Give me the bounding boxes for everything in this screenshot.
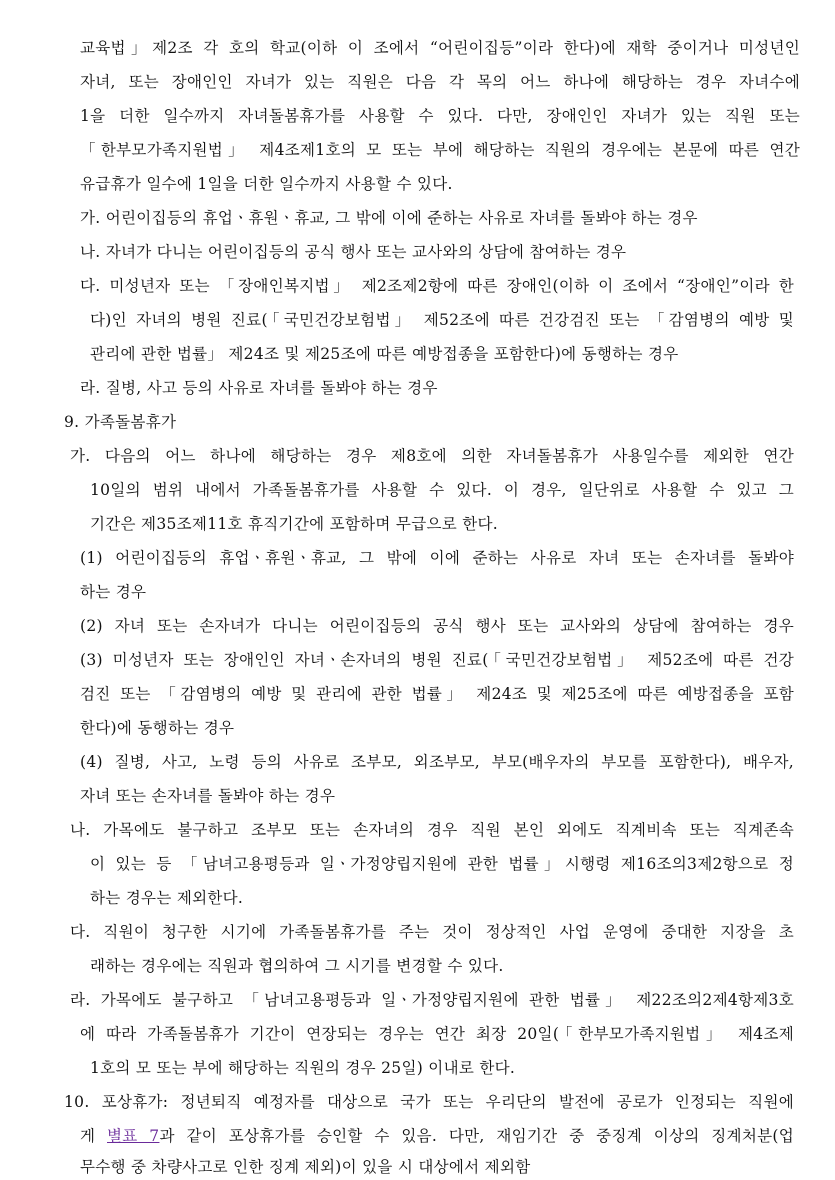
list-item-ga-cont: 기간은 제35조제11호 휴직기간에 포함하며 무급으로 한다. [90,515,499,533]
paragraph-line: 교육법」제2조 각 호의 학교(이하 이 조에서 “어린이집등”이라 한다)에 재학 중이거나 미성년인 [80,39,800,57]
list-item-da-cont: 래하는 경우에는 직원과 협의하여 그 시기를 변경할 수 있다. [90,957,504,975]
list-item-ra: 라. 질병, 사고 등의 사유로 자녀를 돌봐야 하는 경우 [80,379,438,397]
sub-item-3-cont: 검진 또는 「감염병의 예방 및 관리에 관한 법률」 제24조 및 제25조에 따른 예방접종을 포함 [80,685,794,703]
paragraph-line: 「한부모가족지원법」 제4조제1호의 모 또는 부에 해당하는 직원의 경우에는 본문에 따른 연간 [80,141,800,159]
list-item-ga-cont: 10일의 범위 내에서 가족돌봄휴가를 사용할 수 있다. 이 경우, 일단위로 사용할 수 있고 그 [90,481,794,499]
list-item-da-cont: 다)인 자녀의 병원 진료(「국민건강보험법」 제52조에 따른 건강검진 또는 「감염병의 예방 및 [90,311,794,329]
text-fragment: 과 같이 포상휴가를 승인할 수 있음. 다만, 재임기간 중 중징계 이상의 징계처분(업 [159,1127,794,1145]
list-item-na-cont: 이 있는 등 「남녀고용평등과 일ㆍ가정양립지원에 관한 법률」시행령 제16조의3제2항으로 정 [90,855,794,873]
sub-item-2: (2) 자녀 또는 손자녀가 다니는 어린이집등의 공식 행사 또는 교사와의 상담에 참여하는 경우 [80,617,794,635]
list-item-ga: 가. 어린이집등의 휴업ㆍ휴원ㆍ휴교, 그 밖에 이에 준하는 사유로 자녀를 돌봐야 하는 경우 [80,209,698,227]
list-item-ga: 가. 다음의 어느 하나에 해당하는 경우 제8호에 의한 자녀돌봄휴가 사용일수를 제외한 연간 [70,447,794,465]
paragraph-line: 자녀, 또는 장애인인 자녀가 있는 직원은 다음 각 목의 어느 하나에 해당하는 경우 자녀수에 [80,73,800,91]
list-item-na: 나. 자녀가 다니는 어린이집등의 공식 행사 또는 교사와의 상담에 참여하는 경우 [80,243,627,261]
list-item-da-cont: 관리에 관한 법률」 제24조 및 제25조에 따른 예방접종을 포함한다)에 동행하는 경우 [90,345,679,363]
list-item-ra-cont: 1호의 모 또는 부에 해당하는 직원의 경우 25일) 이내로 한다. [90,1059,516,1077]
list-item-na-cont: 하는 경우는 제외한다. [90,889,244,907]
paragraph-line [80,1126,794,1146]
paragraph-line: 무수행 중 차량사고로 인한 징계 제외)이 있을 시 대상에서 제외함 [80,1158,531,1176]
paragraph-line: 1을 더한 일수까지 자녀돌봄휴가를 사용할 수 있다. 다만, 장애인인 자녀가 있는 직원 또는 [80,107,800,125]
list-item-da: 다. 직원이 청구한 시기에 가족돌봄휴가를 주는 것이 정상적인 사업 운영에 중대한 지장을 초 [70,923,794,941]
list-item-ra-cont: 에 따라 가족돌봄휴가 기간이 연장되는 경우는 연간 최장 20일(「한부모가족지원법」 제4조제 [80,1025,794,1043]
list-item-da: 다. 미성년자 또는 「장애인복지법」 제2조제2항에 따른 장애인(이하 이 조에서 “장애인”이라 한 [80,277,794,295]
sub-item-1-cont: 하는 경우 [80,583,147,601]
appendix-link[interactable]: 별표 7 [107,1127,160,1145]
sub-item-4-cont: 자녀 또는 손자녀를 돌봐야 하는 경우 [80,787,336,805]
section-heading: 9. 가족돌봄휴가 [64,413,177,431]
sub-item-1: (1) 어린이집등의 휴업ㆍ휴원ㆍ휴교, 그 밖에 이에 준하는 사유로 자녀 또는 손자녀를 돌봐야 [80,549,794,567]
list-item-na: 나. 가목에도 불구하고 조부모 또는 손자녀의 경우 직원 본인 외에도 직계비속 또는 직계존속 [70,821,794,839]
sub-item-3-cont: 한다)에 동행하는 경우 [80,719,235,737]
list-item-ra: 라. 가목에도 불구하고 「남녀고용평등과 일ㆍ가정양립지원에 관한 법률」 제22조의2제4항제3호 [70,991,794,1009]
text-fragment: 게 [80,1127,108,1145]
sub-item-4: (4) 질병, 사고, 노령 등의 사유로 조부모, 외조부모, 부모(배우자의 부모를 포함한다), 배우자, [80,753,794,771]
sub-item-3: (3) 미성년자 또는 장애인인 자녀ㆍ손자녀의 병원 진료(「국민건강보험법」 제52조에 따른 건강 [80,651,794,669]
paragraph-line: 유급휴가 일수에 1일을 더한 일수까지 사용할 수 있다. [80,175,453,193]
section-heading-10: 10. 포상휴가: 정년퇴직 예정자를 대상으로 국가 또는 우리단의 발전에 공로가 인정되는 직원에 [64,1093,794,1111]
